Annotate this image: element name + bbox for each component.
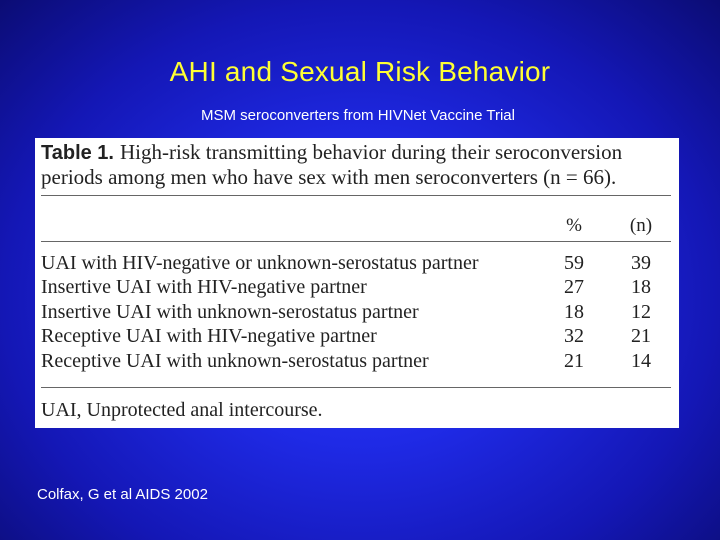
- row-n: 18: [631, 276, 651, 299]
- table-row: [41, 349, 671, 374]
- table-body: [41, 242, 671, 383]
- table-header-row: [41, 196, 671, 237]
- row-percent: 27: [564, 276, 584, 299]
- table-row: [41, 251, 671, 276]
- row-percent: 21: [564, 349, 584, 372]
- slide-title: AHI and Sexual Risk Behavior: [169, 56, 551, 87]
- table-row: [41, 300, 671, 325]
- row-percent: 32: [564, 325, 584, 348]
- table-image: [35, 138, 679, 428]
- table-caption-text: High-risk transmitting behavior during their seroconversion periods among men who have sex with men seroconverters (n = 66).: [41, 140, 623, 189]
- row-behavior: Receptive UAI with HIV-negative partner: [41, 325, 377, 348]
- row-n: 39: [631, 251, 651, 274]
- row-behavior: UAI with HIV-negative or unknown-serostatus partner: [41, 251, 479, 274]
- table-caption: [41, 138, 671, 191]
- row-n: 12: [631, 300, 651, 323]
- slide-subtitle: MSM seroconverters from HIVNet Vaccine Trial: [201, 107, 515, 124]
- column-header-n: (n): [629, 215, 653, 236]
- row-n: 14: [631, 349, 651, 372]
- column-header-percent: %: [566, 215, 582, 236]
- row-percent: 59: [564, 251, 584, 274]
- table-label: Table 1.: [41, 142, 114, 164]
- row-behavior: Insertive UAI with HIV-negative partner: [41, 276, 367, 299]
- table-row: [41, 276, 671, 301]
- row-percent: 18: [564, 300, 584, 323]
- table-footnote: UAI, Unprotected anal intercourse.: [41, 398, 323, 421]
- row-behavior: Insertive UAI with unknown-serostatus partner: [41, 300, 419, 323]
- citation: Colfax, G et al AIDS 2002: [37, 486, 208, 503]
- row-behavior: Receptive UAI with unknown-serostatus partner: [41, 349, 429, 372]
- table-row: [41, 325, 671, 350]
- row-n: 21: [631, 325, 651, 348]
